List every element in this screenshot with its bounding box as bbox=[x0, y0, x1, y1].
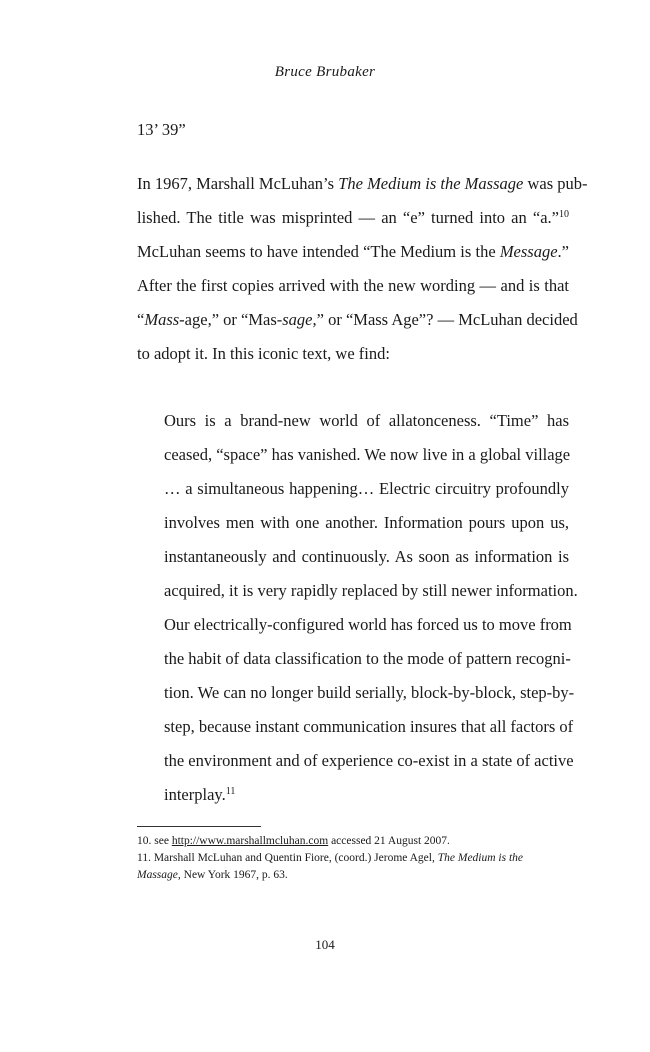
footnote-divider bbox=[137, 826, 261, 827]
page-number: 104 bbox=[315, 937, 335, 952]
quote-line: step, because instant communication insures that all factors of bbox=[164, 717, 574, 736]
paragraph-line: McLuhan seems to have intended “The Medium is the Message.” bbox=[137, 242, 569, 261]
quote-line: acquired, it is very rapidly replaced by still newer information. bbox=[164, 581, 578, 600]
quote-line: Our electrically-configured world has forced us to move from bbox=[164, 615, 572, 634]
paragraph-line: “Mass-age,” or “Mas-sage,” or “Mass Age”? — McLuhan decided bbox=[137, 310, 578, 329]
quote-line: involves men with one another. Information pours upon us, bbox=[164, 513, 569, 532]
quote-line: instantaneously and continuously. As soon as information is bbox=[164, 547, 569, 566]
paragraph-mcluhan-intro bbox=[137, 167, 588, 371]
paragraph-line: to adopt it. In this iconic text, we find: bbox=[137, 344, 390, 363]
footnote-link[interactable]: http://www.marshallmcluhan.com bbox=[171, 835, 329, 847]
quote-line: interplay.$^{11}$ bbox=[164, 785, 236, 804]
footnotes bbox=[137, 833, 569, 884]
running-head: Bruce Brubaker bbox=[274, 64, 376, 80]
paragraph-line: lished. The title was misprinted — an “e” turned into an “a.”$^{10}$ bbox=[137, 208, 569, 227]
footnote-ref-10[interactable]: 10 bbox=[559, 209, 569, 220]
block-quote bbox=[164, 404, 578, 812]
paragraph-line: After the first copies arrived with the new wording — and is that bbox=[137, 276, 569, 295]
paragraph-line: In 1967, Marshall McLuhan’s The Medium is the Massage was pub- bbox=[137, 174, 588, 193]
footnote-11-continued: Massage, New York 1967, p. 63. bbox=[137, 869, 288, 881]
quote-line: ceased, “space” has vanished. We now live in a global village bbox=[164, 445, 571, 464]
quote-line: Ours is a brand-new world of allatonceness. “Time” has bbox=[164, 411, 569, 430]
quote-line: tion. We can no longer build serially, block-by-block, step-by- bbox=[164, 683, 575, 702]
quote-line: … a simultaneous happening… Electric circuitry profoundly bbox=[164, 479, 569, 498]
timestamp: 13’ 39” bbox=[137, 120, 186, 139]
footnote-10: 10. see http://www.marshallmcluhan.com accessed 21 August 2007. bbox=[137, 835, 450, 847]
footnote-11: 11. Marshall McLuhan and Quentin Fiore, (coord.) Jerome Agel, The Medium is the bbox=[137, 852, 524, 864]
footnote-ref-11[interactable]: 11 bbox=[225, 786, 236, 797]
quote-line: the environment and of experience co-exist in a state of active bbox=[164, 751, 574, 770]
quote-line: the habit of data classification to the mode of pattern recogni- bbox=[164, 649, 571, 668]
